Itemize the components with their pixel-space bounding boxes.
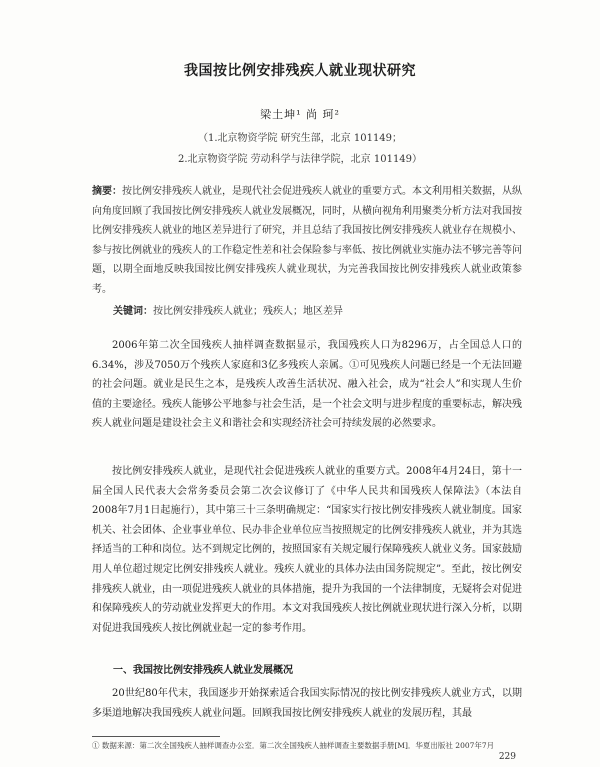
affiliation-1: （1.北京物资学院 研究生部，北京 101149； [197, 133, 403, 144]
page-number: 229 [498, 752, 516, 762]
section-heading-1: 一、我国按比例安排残疾人就业发展概况 [113, 665, 293, 676]
affiliation-2: 2.北京物资学院 劳动科学与法律学院，北京 101149） [177, 154, 423, 165]
body-paragraph-3: 20世纪80年代末，我国逐步开始探索适合我国实际情况的按比例安排残疾人就业方式，以期多渠道地解决我国残疾人就业问题。回顾我国按比例安排残疾人就业的发展历程，其最 [92, 688, 522, 719]
keywords-label: 关键词： [113, 306, 153, 317]
author-line: 梁土坤¹ 尚 珂² [260, 108, 340, 121]
article-title: 我国按比例安排残疾人就业现状研究 [184, 63, 416, 79]
abstract-text: 按比例安排残疾人就业，是现代社会促进残疾人就业的重要方式。本文利用相关数据，从纵向角度回顾了我国按比例安排残疾人就业发展概况，同时，从横向视角利用聚类分析方法对我国按比例安排残疾人就业的地区差异进行了研究，并且总结了我国按比例安排残疾人就业存在规模小、参与按比例就业的残疾人的工作稳定性差和社会保险参与率低、按比例就业实施办法不够完善等问题，以期全面地反映我国按比例安排残疾人就业现状，为完善我国按比例安排残疾人就业政策参考。 [92, 186, 522, 295]
body-paragraph-1: 2006年第二次全国残疾人抽样调查数据显示，我国残疾人口为8296万，占全国总人口的6.34%，涉及7050万个残疾人家庭和3亿多残疾人亲属。①可见残疾人问题已经是一个无法回避的社会问题。就业是民生之本，是残疾人改善生活状况、融入社会，成为“社会人”和实现人生价值的主要途径。残疾人能够公平地参与社会生活，是一个社会文明与进步程度的重要标志，解决残疾人就业问题是建设社会主义和谐社会和实现经济社会可持续发展的必然要求。 [92, 340, 522, 430]
keywords [113, 302, 343, 317]
footnote-divider [92, 736, 220, 737]
abstract-label: 摘要： [92, 186, 122, 197]
footnote: ① 数据来源：第二次全国残疾人抽样调查办公室．第二次全国残疾人抽样调查主要数据手册[M]．华夏出版社 2007年7月 [92, 741, 495, 750]
body-paragraph-2: 按比例安排残疾人就业，是现代社会促进残疾人就业的重要方式。2008年4月24日，第十一届全国人民代表大会常务委员会第二次会议修订了《中华人民共和国残疾人保障法》（本法自2008年7月1日起施行），其中第三十三条明确规定：“国家实行按比例安排残疾人就业制度。国家机关、社会团体、企业事业单位、民办非企业单位应当按照规定的比例安排残疾人就业，并为其选择适当的工种和岗位。达不到规定比例的，按照国家有关规定履行保障残疾人就业义务。国家鼓励用人单位超过规定比例安排残疾人就业。残疾人就业的具体办法由国务院规定”。至此，按比例安排残疾人就业，由一项促进残疾人就业的具体措施，提升为我国的一个法律制度，无疑将会对促进和保障残疾人的劳动就业发挥更大的作用。本文对我国残疾人按比例就业现状进行深入分析，以期对促进我国残疾人按比例就业起一定的参考作用。 [92, 466, 522, 634]
keywords-text: 按比例安排残疾人就业；残疾人；地区差异 [153, 306, 343, 317]
abstract [92, 182, 522, 299]
